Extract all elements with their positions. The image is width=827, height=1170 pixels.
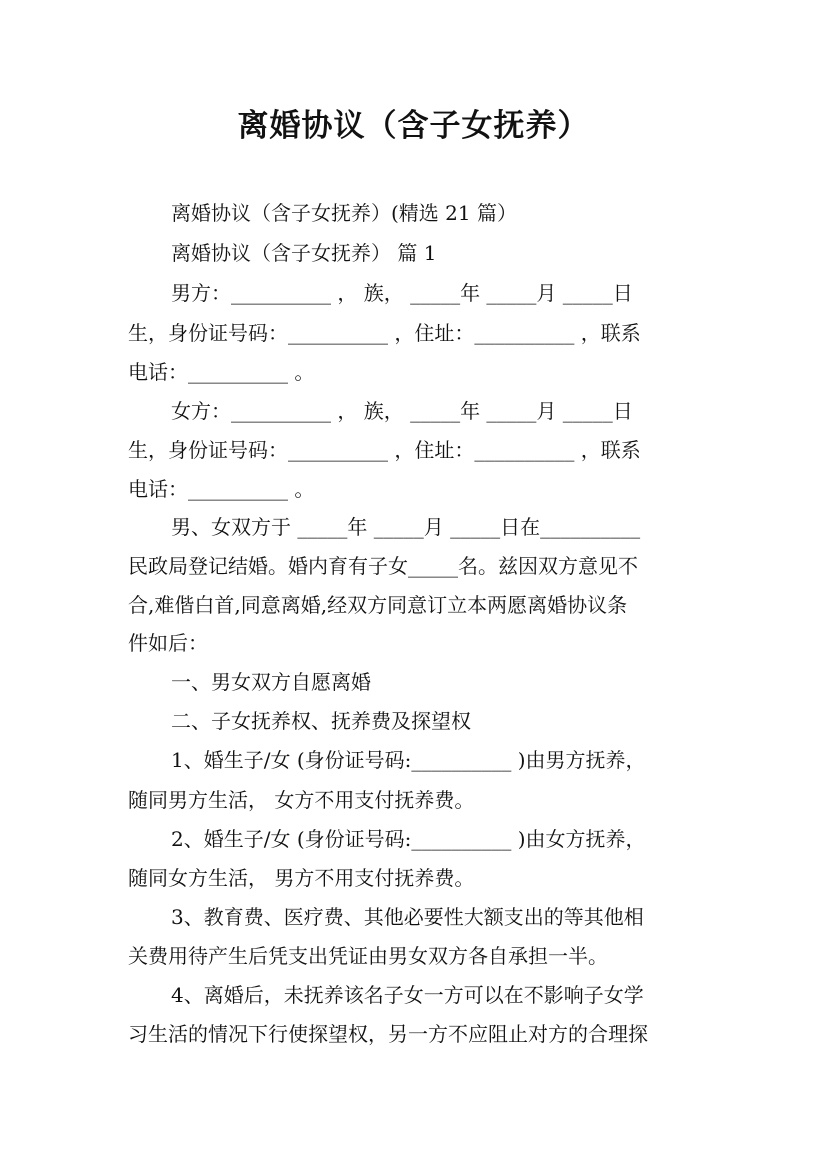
text-line: 3、教育费、医疗费、其他必要性大额支出的等其他相 [171, 905, 644, 929]
text-line: 生，身份证号码：__________ ，住址：__________ ，联系 [128, 321, 641, 345]
text-line: 合,难偕白首,同意离婚,经双方同意订立本两愿离婚协议条 [128, 593, 628, 617]
text-line: 离婚协议（含子女抚养） 篇 1 [171, 241, 437, 265]
text-line: 离婚协议（含子女抚养）(精选 21 篇） [171, 201, 517, 225]
text-line: 4、离婚后，未抚养该名子女一方可以在不影响子女学 [171, 983, 644, 1007]
text-line: 民政局登记结婚。婚内育有子女_____名。兹因双方意见不 [128, 554, 638, 578]
text-line: 习生活的情况下行使探望权，另一方不应阻止对方的合理探 [128, 1022, 648, 1046]
text-line: 2、婚生子/女 (身份证号码:__________ )由女方抚养， [171, 827, 646, 851]
text-line: 电话：__________ 。 [128, 360, 315, 384]
text-line: 电话：__________ 。 [128, 477, 315, 501]
text-line: 1、婚生子/女 (身份证号码:__________ )由男方抚养， [171, 748, 646, 772]
text-line: 二、子女抚养权、抚养费及探望权 [171, 709, 471, 733]
text-line: 关费用待产生后凭支出凭证由男女双方各自承担一半。 [128, 944, 608, 968]
text-line: 男方：__________ ， 族， _____年 _____月 _____日 [171, 281, 633, 305]
text-line: 随同女方生活， 男方不用支付抚养费。 [128, 866, 475, 890]
text-line: 男、女双方于 _____年 _____月 _____日在__________ [171, 515, 641, 539]
text-line: 件如后： [128, 631, 208, 655]
text-line: 随同男方生活， 女方不用支付抚养费。 [128, 788, 475, 812]
text-line: 生，身份证号码：__________ ，住址：__________ ，联系 [128, 438, 641, 462]
document-title: 离婚协议（含子女抚养） [237, 108, 590, 144]
text-line: 女方：__________ ， 族， _____年 _____月 _____日 [171, 399, 633, 423]
text-line: 一、男女双方自愿离婚 [171, 670, 371, 694]
